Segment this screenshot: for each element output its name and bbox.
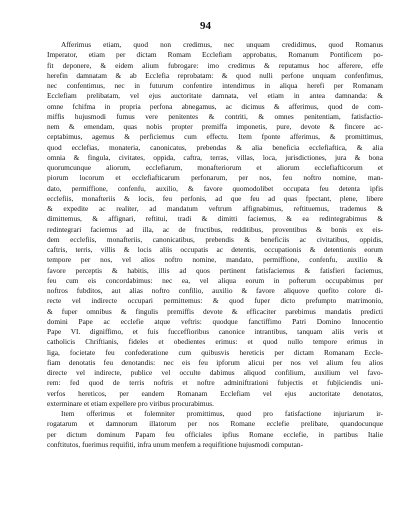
text-line: herefin damnatam & ab Ecclefia reprobatam: & quod nulli perfone unquam confenfimus, xyxy=(47,70,383,80)
page-number: 94 xyxy=(200,20,211,32)
text-line: ceptabimus, agemus & perficiemus cum effectu. Item fponte afferimus, & promittimus, xyxy=(47,132,383,142)
text-line: recte vel indirecte occupari permittemus: & quod fuper dicto prefumpto matrimonio, xyxy=(47,296,383,306)
text-line: rogatarum et damnorum illatorum per nos Romane ecclefie prelibate, quandocunque xyxy=(47,419,383,429)
text-line: conftitutos, fuerimus requifiti, infra unum menfem a requifitione hujusmodi computan- xyxy=(47,439,303,449)
text-line: fiam denotatis feu denotandis: nec eis feu ipforum alicui per nos vel alium feu alios xyxy=(47,357,383,367)
text-line: noftros fubditos, aut alias noftro confilio, auxilio & favore aliquove quefito colore di- xyxy=(47,286,383,295)
text-line: Pape VI. digniffimo, et fuis fucceffioribus canonice intrantibus, tanquam aliis veris et xyxy=(47,327,383,336)
text-line: exterminare et etiam expellere pro viribus procurabimus. xyxy=(47,398,215,408)
text-line: nec confentimus, nec in futurum confentire intendimus in aliqua herefi per Romanam xyxy=(47,81,383,90)
text-line: nem & emendam, quas nobis propter premiffa imponetis, pure, devote & fincere ac- xyxy=(47,122,383,131)
text-line: directe vel indirecte, publice vel occulte dabimus aliquod confilium, auxilium vel favo- xyxy=(47,368,383,377)
text-line: dimittemus, & affignari, reftitui, tradi & dimitti faciemus, & ea redintegrabimus & xyxy=(47,214,383,224)
text-line: caftris, terris, villis & locis aliis occupatis ac detentis, occupationis & detentionis eorum xyxy=(47,245,383,254)
text-line: dem ecclefiis, monafteriis, canonicatibus, prebendis & beneficiis ac civitatibus, oppidis, xyxy=(47,234,383,244)
text-line: rem: fed quod de terris noftris et noftre adminiftrationi fubjectis et fubjiciendis uni- xyxy=(47,378,383,388)
text-line: per dictum dominum Papam feu officiales ipfius Romane ecclefie, in partibus Italie xyxy=(47,429,383,439)
body-text xyxy=(47,40,383,450)
text-line: quorumcunque aliorum, ecclefiarum, monafteriorum et aliorum ecclefiafticorum et xyxy=(47,163,383,172)
text-line: tempore per nos, vel alios noftro nomine, mandato, permiffione, confenfu, auxilio & xyxy=(47,255,383,265)
text-line: redintegrari faciemus ad illa, ac de fructibus, redditibus, proventibus & bonis ex eis- xyxy=(47,224,383,234)
text-line: domini Pape ac ecclefie atque veftris: quodque fanctiffimo Patri Domino Innocentio xyxy=(47,316,383,326)
text-line: liga, focietate feu confederatione cum quibusvis hereticis per dictam Romanam Eccle- xyxy=(47,347,383,357)
text-line: Ecclefiam prelibatam, vel ejus auctoritate damnata, vel etiam in antea damnanda: & xyxy=(47,91,383,101)
text-line: favore perceptis & habitis, illis ad quos pertinent fatisfaciemus & fatisfieri faciemus, xyxy=(47,265,383,275)
text-line: & fuper omnibus & fingulis premiffis devote & efficaciter parebimus mandatis predicti xyxy=(47,306,383,316)
text-line: verfos hereticos, per eandem Romanam Ecclefiam vel ejus auctoritate denotatos, xyxy=(47,388,383,398)
text-line: feu cum eis concordabimus: nec ea, vel aliqua eorum in pofterum occupabimus per xyxy=(47,275,383,285)
text-line: omnia & fingula, civitates, oppida, caftra, terras, villas, loca, jurisdictiones, jura & bona xyxy=(47,152,383,162)
text-line: Imperator, etiam per dictam Romam Ecclefiam approbatus, Romanum Pontificem po- xyxy=(47,50,383,60)
text-line: & expedite ac realiter, ad mandatum veftrum affignabimus, reftituemus, trademus & xyxy=(47,204,383,213)
text-line: piorum locorum et ecclefiafticarum perfonarum, per nos, feu noftro nomine, man- xyxy=(47,173,383,183)
text-line: fit deponere, & eidem alium fubrogare: imo credimus & reputamus hoc afferere, effe xyxy=(47,60,383,70)
text-line: Item offerimus et folemniter promittimus, quod pro fatisfactione injuriarum ir- xyxy=(61,409,383,418)
text-line: quod ecclefias, monateria, canonicatus, prebendas & alia beneficia ecclefiaftica, & alia xyxy=(47,142,383,152)
text-line: ecclefiis, monafteriis & locis, feu perfonis, ad que feu ad quas fpectant, plene, libere xyxy=(47,193,383,203)
text-line: catholicis Chriftianis, fideles et obedientes erimus: et quod nullo tempore erimus in xyxy=(47,337,383,347)
text-line: Afferimus etiam, quod non credimus, nec unquam credidimus, quod Romanus xyxy=(61,40,383,49)
text-line: miffis hujusmodi fumus vere penitentes & contriti, & omnes penitentiam, fatisfactio- xyxy=(47,111,383,121)
text-line: omne fchifma in propria perfona abnegamus, ac dicimus & afferimus, quod de com- xyxy=(47,101,383,111)
text-line: dato, permiffione, confenfu, auxilio, & favore quomodolibet occupata feu detenta ipfis xyxy=(47,183,383,193)
